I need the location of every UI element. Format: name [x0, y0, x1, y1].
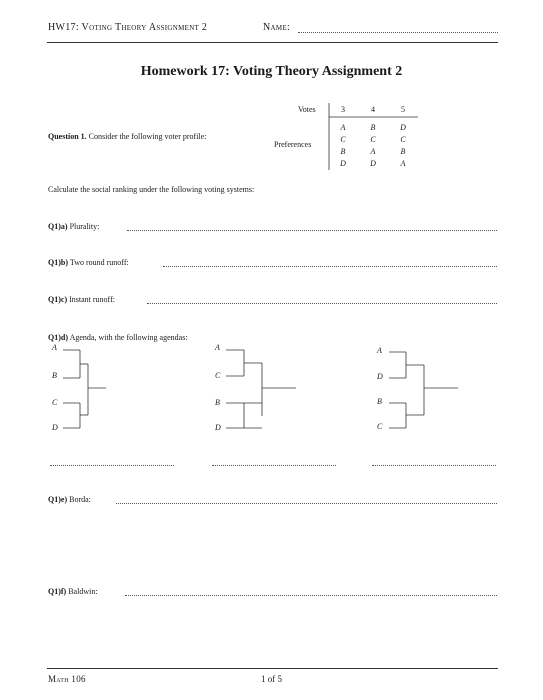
agenda1-label-1: A: [52, 343, 57, 352]
header-title: HW17: Voting Theory Assignment 2: [48, 22, 208, 33]
agenda3-bracket: [389, 352, 458, 428]
agenda2-bracket: [226, 350, 296, 428]
agenda3-answer-blank[interactable]: [372, 465, 496, 466]
votes-count-3: 5: [401, 105, 405, 114]
q1d-label: Q1)d): [48, 333, 68, 342]
question1-text: Consider the following voter profile:: [88, 132, 207, 141]
agenda1-answer-blank[interactable]: [50, 465, 174, 466]
pref-c1-r4: D: [340, 159, 346, 168]
pref-c2-r2: C: [370, 135, 376, 144]
q1c-text: Instant runoff:: [69, 295, 115, 304]
agenda1-bracket: [63, 350, 106, 428]
page-number: 1 of 5: [261, 674, 282, 684]
agenda1-label-2: B: [52, 371, 57, 380]
q1f: [48, 587, 98, 596]
agenda2-label-3: B: [215, 398, 220, 407]
pref-c1-r1: A: [340, 123, 346, 132]
q1e: [48, 495, 91, 504]
agenda3-label-3: B: [377, 397, 382, 406]
q1e-label: Q1)e): [48, 495, 68, 504]
q1e-answer-blank[interactable]: [116, 503, 497, 504]
q1f-text: Baldwin:: [68, 587, 98, 596]
instruction-text: Calculate the social ranking under the following voting systems:: [48, 185, 255, 194]
agenda3-label-2: D: [377, 372, 383, 381]
q1a-label: Q1)a): [48, 222, 68, 231]
agenda3-label-1: A: [377, 346, 382, 355]
pref-c3-r1: D: [400, 123, 406, 132]
q1f-label: Q1)f): [48, 587, 67, 596]
page-title: Homework 17: Voting Theory Assignment 2: [140, 64, 403, 79]
q1d-text: Agenda, with the following agendas:: [69, 333, 188, 342]
q1e-text: Borda:: [69, 495, 91, 504]
pref-c3-r2: C: [400, 135, 406, 144]
question1-label: Question 1.: [48, 132, 87, 141]
agenda2-answer-blank[interactable]: [212, 465, 336, 466]
agenda3-label-4: C: [377, 422, 383, 431]
agenda1-label-3: C: [52, 398, 58, 407]
footer-rule: [47, 668, 498, 669]
agenda2-label-2: C: [215, 371, 221, 380]
header-name-label: Name:: [263, 22, 291, 33]
pref-c3-r3: B: [400, 147, 406, 156]
agenda1-label-4: D: [52, 423, 58, 432]
footer-course: Math 106: [48, 674, 86, 684]
q1b-label: Q1)b): [48, 258, 68, 267]
pref-c2-r1: B: [370, 123, 376, 132]
q1c-label: Q1)c): [48, 295, 68, 304]
pref-c2-r3: A: [370, 147, 376, 156]
votes-label: Votes: [298, 105, 316, 114]
pref-c3-r4: A: [400, 159, 406, 168]
pref-c1-r2: C: [340, 135, 346, 144]
agenda2-label-1: A: [215, 343, 220, 352]
pref-c1-r3: B: [340, 147, 346, 156]
preferences-label: Preferences: [274, 140, 312, 149]
q1a-text: Plurality:: [69, 222, 100, 231]
votes-count-2: 4: [371, 105, 375, 114]
votes-count-1: 3: [341, 105, 345, 114]
pref-c2-r4: D: [370, 159, 376, 168]
q1b-text: Two round runoff:: [69, 258, 129, 267]
agenda2-label-4: D: [215, 423, 221, 432]
q1f-answer-blank[interactable]: [125, 595, 497, 596]
